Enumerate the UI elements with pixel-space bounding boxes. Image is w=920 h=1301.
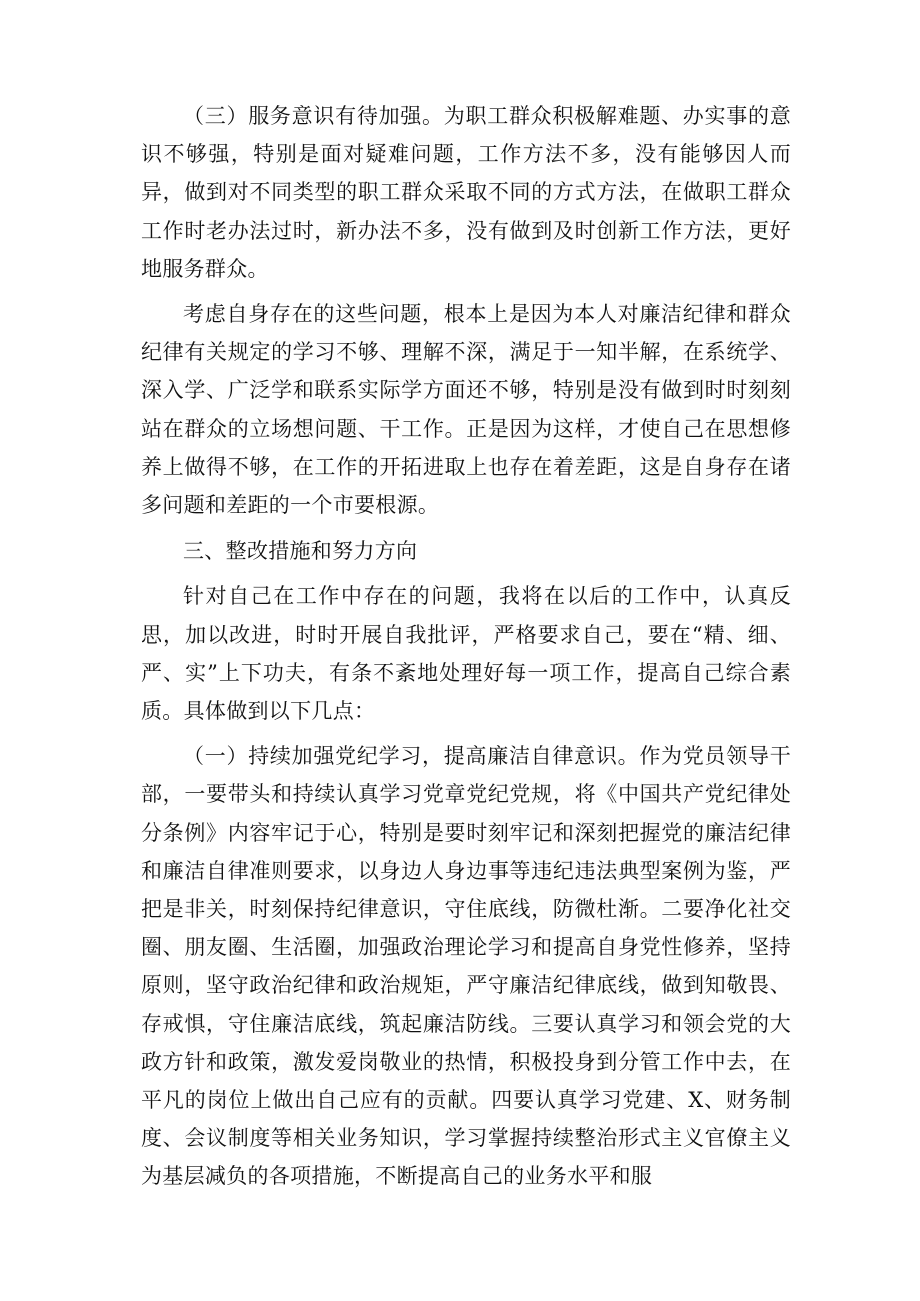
paragraph-service-awareness: （三）服务意识有待加强。为职工群众积极解难题、办实事的意识不够强，特别是面对疑难问题，工作方法不多，没有能够因人而异，做到对不同类型的职工群众采取不同的方式方法，在做职工群众工作时老办法过时，新办法不多，没有做到及时创新工作方法，更好地服务群众。	[141, 104, 791, 281]
paragraph-rectification-intro: 针对自己在工作中存在的问题，我将在以后的工作中，认真反思，加以改进，时时开展自我批评，严格要求自己，要在“精、细、严、实”上下功夫，有条不紊地处理好每一项工作，提高自己综合素质。具体做到以下几点：	[141, 584, 791, 724]
paragraph-root-cause: 考虑自身存在的这些问题，根本上是因为本人对廉洁纪律和群众纪律有关规定的学习不够、理解不深，满足于一知半解，在系统学、深入学、广泛学和联系实际学方面还不够，特别是没有做到时时刻刻站在群众的立场想问题、干工作。正是因为这样，才使自己在思想修养上做得不够，在工作的开拓进取上也存在着差距，这是自身存在诸多问题和差距的一个市要根源。	[141, 302, 791, 518]
document-body	[141, 97, 791, 1196]
paragraph-party-discipline-study: （一）持续加强党纪学习，提高廉洁自律意识。作为党员领导干部，一要带头和持续认真学习党章党纪党规，将《中国共产党纪律处分条例》内容牢记于心，特别是要时刻牢记和深刻把握党的廉洁纪律和廉洁自律准则要求，以身边人身边事等违纪违法典型案例为鉴，严把是非关，时刻保持纪律意识，守住底线，防微杜渐。二要净化社交圈、朋友圈、生活圈，加强政治理论学习和提高自身党性修养，坚持原则，坚守政治纪律和政治规矩，严守廉洁纪律底线，做到知敬畏、存戒惧，守住廉洁底线，筑起廉洁防线。三要认真学习和领会党的大政方针和政策，激发爱岗敬业的热情，积极投身到分管工作中去，在平凡的岗位上做出自己应有的贡献。四要认真学习党建、X、财务制度、会议制度等相关业务知识，学习掌握持续整治形式主义官僚主义为基层减负的各项措施，不断提高自己的业务水平和服	[141, 744, 791, 1189]
section-heading-rectification: 三、整改措施和努力方向	[183, 539, 418, 564]
